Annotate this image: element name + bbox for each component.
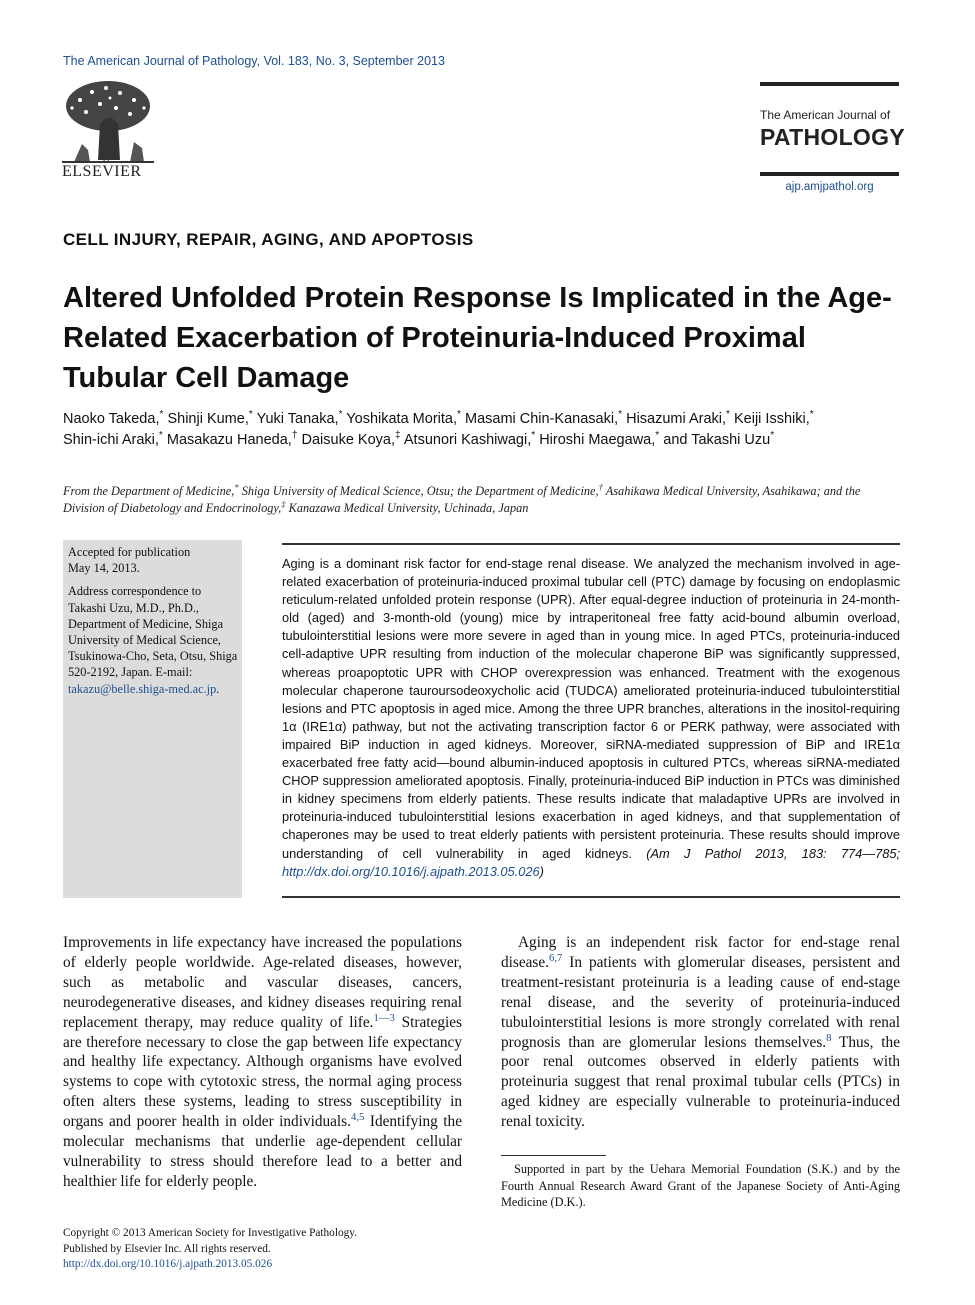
footnote-rule <box>501 1155 606 1156</box>
body-column-left: Improvements in life expectancy have increased the populations of elderly people worldwide. Age-related diseases, however, such as metabolic and vascular diseases, cancers, neurodegenerative diseases, and kidney diseases requiring renal replacement therapy, may reduce quality of life.$^{1—3}$ Strategies are therefore necessary to close the gap between life expectancy and healthy life expectancy. Although organisms have evolved systems to cope with cytotoxic stress, the normal aging process often alters these systems, leading to stress susceptibility in organs and poorer health in older individuals.$^{4,5}$ Identifying the molecular mechanisms that underlie age-dependent cellular vulnerability to stress should therefore lead to a better and healthier life for elderly people. <box>63 934 462 1190</box>
tree-icon <box>60 78 156 164</box>
copyright-block <box>63 1226 483 1273</box>
author: Masakazu Haneda,† <box>166 430 298 448</box>
abstract-rule-bottom <box>282 896 900 898</box>
section-label: CELL INJURY, REPAIR, AGING, AND APOPTOSIS <box>63 230 474 249</box>
funding-footnote: Supported in part by the Uehara Memorial Foundation (S.K.) and by the Fourth Annual Research Award Grant of the Japanese Society of Anti-Aging Medicine (D.K.). <box>501 1162 900 1209</box>
author: Atsunori Kashiwagi,* <box>403 430 536 448</box>
journal-citation-line: The American Journal of Pathology, Vol. 183, No. 3, September 2013 <box>63 54 445 68</box>
journal-brand-title: PATHOLOGY <box>760 124 905 150</box>
author: Shin-ichi Araki,* <box>63 430 163 448</box>
elsevier-wordmark: ELSEVIER <box>62 163 142 180</box>
correspondence-info: Address correspondence to Takashi Uzu, M.D., Ph.D., Department of Medicine, Shiga University of Medical Science, Tsukinowa-Cho, Seta, Otsu, Shiga 520-2192, Japan. E-mail: takazu@belle.shiga-med.ac.jp. <box>68 584 238 696</box>
author: Masami Chin-Kanasaki,* <box>464 409 623 427</box>
doi-link[interactable]: http://dx.doi.org/10.1016/j.ajpath.2013.05.026 <box>282 863 540 879</box>
abstract-rule-top <box>282 543 900 545</box>
copyright-line: Copyright © 2013 American Society for Investigative Pathology. <box>63 1227 357 1239</box>
journal-url-link[interactable]: ajp.amjpathol.org <box>785 181 874 193</box>
citation-ref[interactable]: 8 <box>826 1031 832 1044</box>
citation-ref[interactable]: 4,5 <box>350 1111 365 1124</box>
body-column-right: Aging is an independent risk factor for end-stage renal disease.$^{6,7}$ In patients with glomerular diseases, persistent and treatment-resistant proteinuria is a leading cause of end-stage renal disease, and the severity of proteinuria-induced tubulointerstitial lesions is more strongly correlated with renal prognosis than are glomerular lesions themselves.$^8$ Thus, the poor renal outcomes observed in elderly patients with proteinuria suggest that renal proximal tubular cells (PTCs) in aged kidney are especially vulnerable to proteinuria-induced renal toxicity. <box>501 934 900 1131</box>
correspondence-email-link[interactable]: takazu@belle.shiga-med.ac.jp <box>68 681 217 696</box>
publisher-line: Published by Elsevier Inc. All rights reserved. <box>63 1242 271 1255</box>
author: Naoko Takeda,* <box>63 409 164 427</box>
author: Yuki Tanaka,* <box>256 409 343 427</box>
affiliations: From the Department of Medicine,* Shiga University of Medical Science, Otsu; the Department of Medicine,† Asahikawa Medical University, Asahikawa; and the Division of Diabetology and Endocrinology,‡ Kanazawa Medical University, Uchinada, Japan <box>63 481 861 515</box>
abstract-citation: (Am J Pathol 2013, 183: 774—785; http://dx.doi.org/10.1016/j.ajpath.2013.05.026) <box>282 845 900 879</box>
abstract <box>282 555 900 881</box>
author-list <box>63 409 903 451</box>
journal-brand-small: The American Journal of <box>760 108 891 122</box>
author: and Takashi Uzu* <box>663 430 775 448</box>
abstract-text: Aging is a dominant risk factor for end-stage renal disease. We analyzed the mechanism involved in age-related exacerbation of proteinuria-induced proximal tubular cell (PTC) damage by focusing on endoplasmic reticulum-related unfolded protein response (UPR). After equal-degree induction of proteinuria in 24-month-old (aged) and 3-month-old (young) mice by intraperitoneal free fatty acid-bound albumin overload, tubulointerstitial lesions were more severe in aged than in young mice. In aged PTCs, proteinuria-induced cell-adaptive UPR resulting from induction of the molecular chaperone BiP was significantly suppressed, whereas proapoptotic UPR with CHOP overexpression was enhanced. Treatment with the exogenous molecular chaperone tauroursodeoxycholic acid (TUDCA) ameliorated proteinuria-induced tubulointerstitial lesions and PTC apoptosis in aged mice. Among the three UPR branches, alterations in the inositol-requiring 1α (IRE1α) pathway, but not the activating transcription factor 6 or PERK pathway, were associated with impaired BiP induction in aged kidneys. Moreover, siRNA-mediated suppression of BiP and IRE1α exacerbated free fatty acid—bound albumin-induced apoptosis in cultured PTCs, whereas siRNA-mediated CHOP suppression ameliorated apoptosis. Finally, proteinuria-induced BiP induction in PTCs was diminished in kidney specimens from elderly patients. These results indicate that maladaptive UPRs are involved in proteinuria-induced tubulointerstitial lesions exacerbation in aged kidneys, and that supplementation of chaperones may be used to treat elderly patients with persistent proteinuria. These results should improve understanding of cell vulnerability in aged kidneys. <box>282 556 900 861</box>
citation-ref[interactable]: 1—3 <box>373 1011 395 1024</box>
author: Shinji Kume,* <box>167 409 253 427</box>
brand-rule-top <box>760 82 899 86</box>
author: Hisazumi Araki,* <box>626 409 730 427</box>
article-info-sidebar <box>63 540 242 898</box>
article-title: Altered Unfolded Protein Response Is Implicated in the Age-Related Exacerbation of Proteinuria-Induced Proximal Tubular Cell Damage <box>63 282 892 394</box>
author: Yoshikata Morita,* <box>346 409 461 427</box>
copyright-doi-link[interactable]: http://dx.doi.org/10.1016/j.ajpath.2013.05.026 <box>63 1258 273 1270</box>
author: Hiroshi Maegawa,* <box>539 430 660 448</box>
citation-ref[interactable]: 6,7 <box>549 951 563 964</box>
brand-rule-bottom <box>760 172 899 176</box>
author: Daisuke Koya,‡ <box>301 430 401 448</box>
accepted-info: Accepted for publication May 14, 2013. <box>68 545 191 576</box>
author: Keiji Isshiki,* <box>734 409 814 427</box>
